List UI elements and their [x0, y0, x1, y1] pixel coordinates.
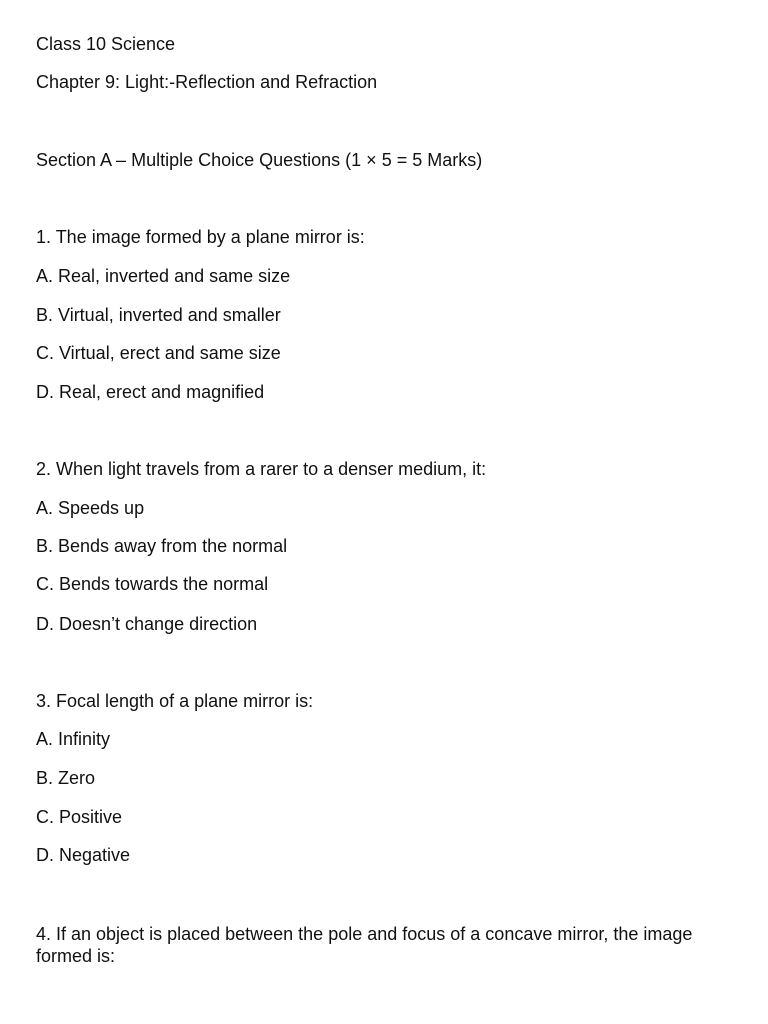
question-3-option-a: A. Infinity: [36, 729, 111, 749]
question-2: 2. When light travels from a rarer to a denser medium, it:: [36, 459, 487, 479]
question-2-option-c: C. Bends towards the normal: [36, 574, 269, 594]
question-3: 3. Focal length of a plane mirror is:: [36, 691, 314, 711]
question-3-option-c: C. Positive: [36, 807, 123, 827]
question-3-option-d: D. Negative: [36, 845, 131, 865]
question-2-option-a: A. Speeds up: [36, 498, 145, 518]
question-1-option-c: C. Virtual, erect and same size: [36, 343, 281, 363]
class-title: Class 10 Science: [36, 34, 176, 54]
chapter-title: Chapter 9: Light:-Reflection and Refraction: [36, 72, 378, 92]
question-4: 4. If an object is placed between the pole and focus of a concave mirror, the image formed is:: [36, 924, 693, 966]
question-1-option-d: D. Real, erect and magnified: [36, 382, 265, 402]
question-2-option-b: B. Bends away from the normal: [36, 536, 288, 556]
question-2-option-d: D. Doesn’t change direction: [36, 614, 258, 634]
question-3-option-b: B. Zero: [36, 768, 96, 788]
question-1: 1. The image formed by a plane mirror is:: [36, 227, 365, 247]
question-1-option-b: B. Virtual, inverted and smaller: [36, 305, 281, 325]
section-title: Section A – Multiple Choice Questions (1 × 5 = 5 Marks): [36, 150, 483, 170]
question-1-option-a: A. Real, inverted and same size: [36, 266, 291, 286]
